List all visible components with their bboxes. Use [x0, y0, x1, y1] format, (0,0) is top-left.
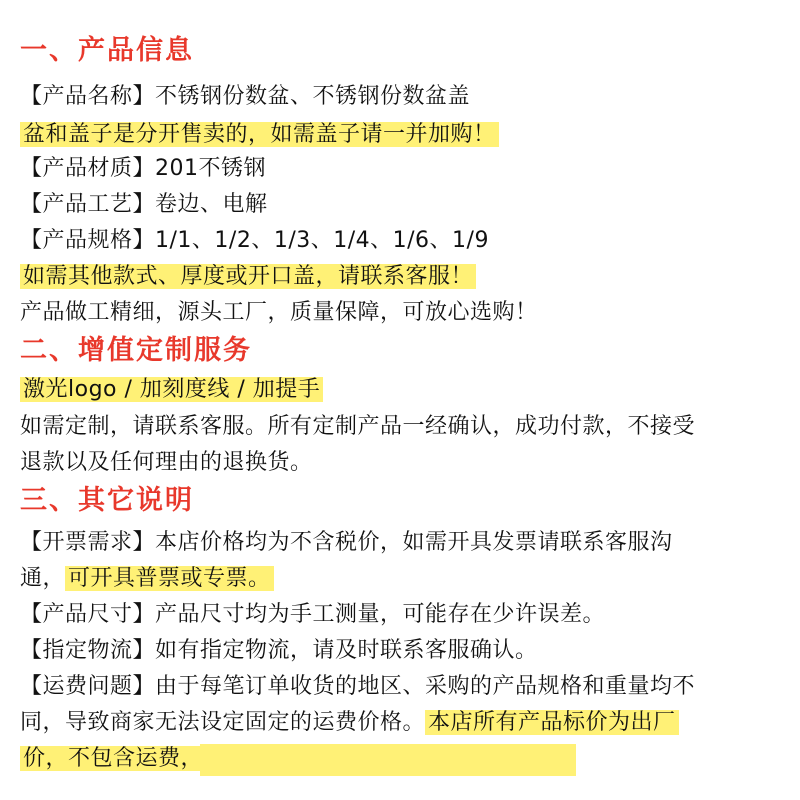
- freight-row-3: [20, 742, 206, 776]
- logistics-value: 如有指定物流，请及时联系客服确认。: [155, 638, 538, 663]
- invoice-text-2: 通，: [20, 566, 66, 591]
- product-name-label: 【产品名称】: [20, 84, 156, 109]
- craft-row: [20, 188, 268, 222]
- freight-label: 【运费问题】: [20, 674, 156, 699]
- spec-row: [20, 224, 489, 258]
- custom-policy-line-1: 如需定制，请联系客服。所有定制产品一经确认，成功付款，不接受: [20, 414, 696, 439]
- spec-value: 1/1、1/2、1/3、1/4、1/6、1/9: [155, 228, 489, 253]
- other-styles-notice: 如需其他款式、厚度或开口盖，请联系客服！: [20, 264, 476, 289]
- freight-text-1: 由于每笔订单收货的地区、采购的产品规格和重量均不: [155, 674, 696, 699]
- size-value: 产品尺寸均为手工测量，可能存在少许误差。: [155, 602, 606, 627]
- freight-row-1: [20, 670, 695, 704]
- spec-label: 【产品规格】: [20, 228, 156, 253]
- section-heading-product-info: 一、产品信息: [20, 35, 194, 66]
- invoice-text-1: 本店价格均为不含税价，如需开具发票请联系客服沟: [155, 530, 673, 555]
- custom-services: 激光logo / 加刻度线 / 加提手: [20, 377, 323, 402]
- logistics-label: 【指定物流】: [20, 638, 156, 663]
- freight-row-2: [20, 706, 679, 740]
- size-row: [20, 598, 605, 632]
- other-styles-row: [20, 260, 476, 294]
- invoice-highlight: 可开具普票或专票。: [65, 566, 274, 591]
- section-heading-other-notes: 三、其它说明: [20, 485, 194, 516]
- invoice-row-2: [20, 562, 274, 596]
- services-row: [20, 373, 323, 407]
- craft-label: 【产品工艺】: [20, 192, 156, 217]
- invoice-label: 【开票需求】: [20, 530, 156, 555]
- quality-text: 产品做工精细，源头工厂，质量保障，可放心选购！: [20, 300, 538, 325]
- material-label: 【产品材质】: [20, 156, 156, 181]
- section-heading-custom-service: 二、增值定制服务: [20, 335, 252, 366]
- custom-policy-line-2: 退款以及任何理由的退换货。: [20, 450, 313, 475]
- invoice-row-1: [20, 526, 673, 560]
- freight-highlight-2: 价，不包含运费，: [20, 746, 206, 771]
- freight-text-2: 同，导致商家无法设定固定的运费价格。: [20, 710, 426, 735]
- logistics-row: [20, 634, 538, 668]
- craft-value: 卷边、电解: [155, 192, 268, 217]
- separate-sale-notice-row: [20, 118, 499, 152]
- material-value: 201不锈钢: [155, 156, 267, 181]
- product-name-row: [20, 80, 470, 114]
- separate-sale-notice: 盆和盖子是分开售卖的，如需盖子请一并加购！: [20, 122, 499, 147]
- material-row: [20, 152, 266, 186]
- redaction-highlight-bar: [200, 744, 576, 776]
- freight-highlight-1: 本店所有产品标价为出厂: [425, 710, 679, 735]
- product-name-value: 不锈钢份数盆、不锈钢份数盆盖: [155, 84, 471, 109]
- quality-row: [20, 296, 538, 330]
- size-label: 【产品尺寸】: [20, 602, 156, 627]
